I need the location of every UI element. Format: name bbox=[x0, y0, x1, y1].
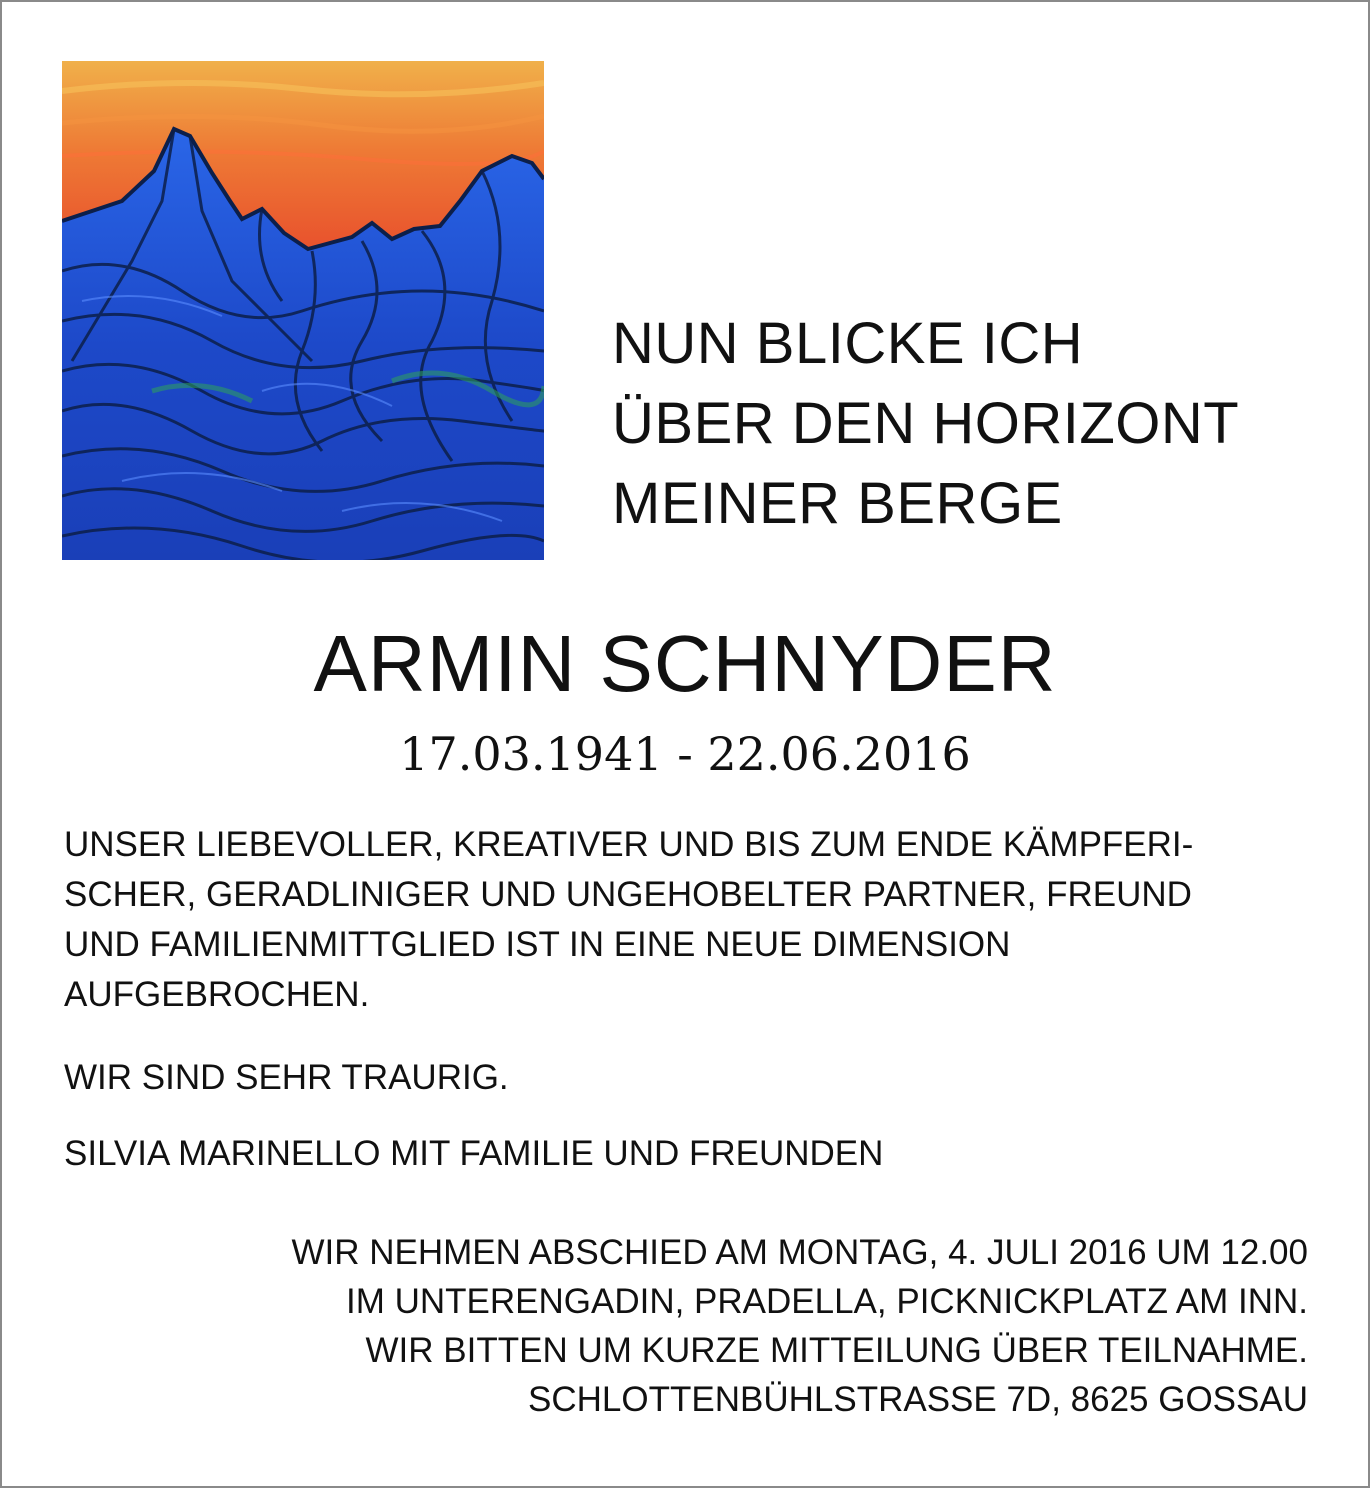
message-line: UND FAMILIENMITTGLIED IST IN EINE NEUE DIMENSION bbox=[64, 925, 1011, 964]
obituary-message bbox=[64, 820, 1193, 1020]
farewell-details bbox=[291, 1228, 1308, 1424]
mourners-signature: SILVIA MARINELLO MIT FAMILIE UND FREUNDEN bbox=[64, 1134, 884, 1173]
mountain-painting bbox=[62, 61, 544, 560]
motto-line: MEINER BERGE bbox=[612, 471, 1063, 536]
farewell-line: WIR NEHMEN ABSCHIED AM MONTAG, 4. JULI 2016 UM 12.00 bbox=[291, 1233, 1308, 1272]
farewell-line: WIR BITTEN UM KURZE MITTEILUNG ÜBER TEILNAHME. bbox=[365, 1331, 1308, 1370]
farewell-line: IM UNTERENGADIN, PRADELLA, PICKNICKPLATZ AM INN. bbox=[345, 1282, 1308, 1321]
mountain-painting-svg bbox=[62, 61, 544, 560]
deceased-name: ARMIN SCHNYDER bbox=[313, 619, 1057, 708]
farewell-line: SCHLOTTENBÜHLSTRASSE 7D, 8625 GOSSAU bbox=[528, 1380, 1308, 1419]
motto-line: NUN BLICKE ICH bbox=[612, 311, 1084, 376]
mourning-statement: WIR SIND SEHR TRAURIG. bbox=[64, 1058, 509, 1097]
life-dates: 17.03.1941 - 22.06.2016 bbox=[399, 727, 971, 781]
message-line: AUFGEBROCHEN. bbox=[64, 975, 370, 1014]
motto-line: ÜBER DEN HORIZONT bbox=[612, 391, 1240, 456]
motto-quote bbox=[612, 304, 1239, 544]
message-line: SCHER, GERADLINIGER UND UNGEHOBELTER PARTNER, FREUND bbox=[64, 875, 1192, 914]
message-line: UNSER LIEBEVOLLER, KREATIVER UND BIS ZUM ENDE KÄMPFERI- bbox=[64, 825, 1194, 864]
